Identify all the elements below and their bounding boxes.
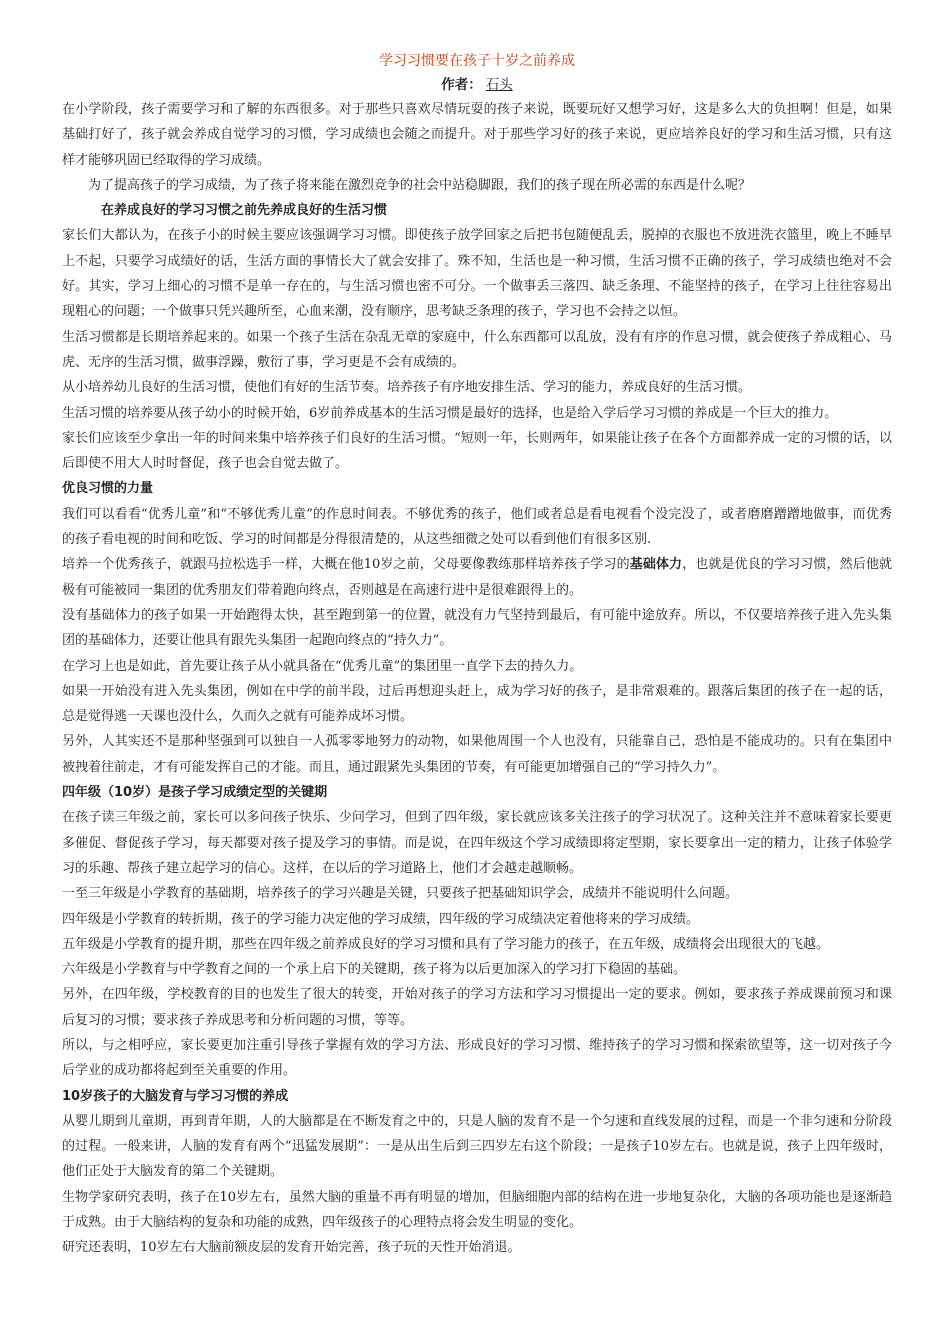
body-paragraph: 如果一开始没有进入先头集团，例如在中学的前半段，过后再想迎头赶上，成为学习好的孩子，是非常艰难的。跟落后集团的孩子在一起的话，总是觉得逃一天课也没什么，久而久之就有可能养成坏习惯。 (62, 683, 892, 725)
intro-paragraph-1: 在小学阶段，孩子需要学习和了解的东西很多。对于那些只喜欢尽情玩耍的孩子来说，既要玩好又想学习好，这是多么大的负担啊！但是，如果基础打好了，孩子就会养成自觉学习的习惯，学习成绩也会随之而提升。对于那些学习好的孩子来说，更应培养良好的学习和生活习惯，只有这样才能够巩固已经取得的学习成绩。 (62, 102, 892, 168)
body-paragraph-with-emphasis (62, 552, 892, 603)
body-paragraph: 五年级是小学教育的提升期，那些在四年级之前养成良好的学习习惯和具有了学习能力的孩子，在五年级，成绩将会出现很大的飞越。 (62, 936, 830, 952)
body-paragraph: 家长们大都认为，在孩子小的时候主要应该强调学习习惯。即使孩子放学回家之后把书包随便乱丢，脱掉的衣服也不放进洗衣篮里，晚上不睡早上不起，只要学习成绩好的话，生活方面的事情长大了就会安排了。殊不知，生活也是一种习惯，生活习惯不正确的孩子，学习成绩也绝对不会好。其实，学习上细心的习惯不是单一存在的，与生活习惯也密不可分。一个做事丢三落四、缺乏条理、不能坚持的孩子，在学习上往往容易出现粗心的问题；一个做事只凭兴趣所至，心血来潮，没有顺序，思考缺乏条理的孩子，学习也不会持之以恒。 (62, 228, 892, 320)
section-heading-brain-development: 10岁孩子的大脑发育与学习习惯的养成 (62, 1088, 289, 1104)
body-paragraph: 从小培养幼儿良好的生活习惯，使他们有好的生活节奏。培养孩子有序地安排生活、学习的能力，养成良好的生活习惯。 (62, 380, 752, 396)
body-text: 培养一个优秀孩子，就跟马拉松选手一样，大概在他10岁之前，父母要像教练那样培养孩子学习的 (62, 557, 630, 573)
body-paragraph: 六年级是小学教育与中学教育之间的一个承上启下的关键期，孩子将为以后更加深入的学习打下稳固的基础。 (62, 962, 687, 978)
intro-paragraph-2: 为了提高孩子的学习成绩，为了孩子将来能在激烈竞争的社会中站稳脚跟，我们的孩子现在所必需的东西是什么呢？ (88, 177, 752, 193)
document-title: 学习习惯要在孩子十岁之前养成 (379, 53, 575, 69)
author-line (62, 74, 892, 97)
body-paragraph: 在学习上也是如此，首先要让孩子从小就具备在“优秀儿童”的集团里一直学下去的持久力。 (62, 658, 583, 674)
body-paragraph: 没有基础体力的孩子如果一开始跑得太快，甚至跑到第一的位置，就没有力气坚持到最后，有可能中途放弃。所以，不仅要培养孩子进入先头集团的基础体力，还要让他具有跟先头集团一起跑向终点的“持久力”。 (62, 607, 892, 649)
body-paragraph: 家长们应该至少拿出一年的时间来集中培养孩子们良好的生活习惯。“短则一年，长则两年，如果能让孩子在各个方面都养成一定的习惯的话，以后即使不用大人时时督促，孩子也会自觉去做了。 (62, 430, 892, 472)
author-link[interactable]: 石头 (485, 77, 513, 93)
document-page (62, 48, 892, 1261)
body-paragraph: 另外，人其实还不是那种坚强到可以独自一人孤零零地努力的动物，如果他周围一个人也没有，只能靠自己，恐怕是不能成功的。只有在集团中被拽着往前走，才有可能发挥自己的才能。而且，通过跟紧先头集团的节奏，有可能更加增强自己的“学习持久力”。 (62, 734, 892, 775)
body-paragraph: 四年级是小学教育的转折期，孩子的学习能力决定他的学习成绩，四年级的学习成绩决定着他将来的学习成绩。 (62, 911, 700, 927)
body-paragraph: 我们可以看看“优秀儿童”和“不够优秀儿童”的作息时间表。不够优秀的孩子，他们或者总是看电视看个没完没了，或者磨磨蹭蹭地做事，而优秀的孩子看电视的时间和吃饭、学习的时间都是分得很清楚的，从这些细微之处可以看到他们有很多区别. (62, 506, 892, 548)
body-paragraph: 在孩子读三年级之前，家长可以多问孩子快乐、少问学习，但到了四年级，家长就应该多关注孩子的学习状况了。这种关注并不意味着家长要更多催促、督促孩子学习，每天都要对孩子提及学习的事情。而是说，在四年级这个学习成绩即将定型期，家长要拿出一定的精力，让孩子体验学习的乐趣、帮孩子建立起学习的信心。这样，在以后的学习道路上，他们才会越走越顺畅。 (62, 810, 892, 876)
body-paragraph: 生活习惯都是长期培养起来的。如果一个孩子生活在杂乱无章的家庭中，什么东西都可以乱放，没有有序的作息习惯，就会使孩子养成粗心、马虎、无序的生活习惯，做事浮躁，敷衍了事，学习更是不会有成绩的。 (62, 329, 892, 370)
section-heading-habit-power: 优良习惯的力量 (62, 481, 154, 497)
body-paragraph: 一至三年级是小学教育的基础期，培养孩子的学习兴趣是关键，只要孩子把基础知识学会，成绩并不能说明什么问题。 (62, 886, 739, 902)
body-paragraph: 所以，与之相呼应，家长要更加注重引导孩子掌握有效的学习方法、形成良好的学习习惯、维持孩子的学习习惯和探索欲望等，这一切对孩子今后学业的成功都将起到至关重要的作用。 (62, 1037, 892, 1079)
body-paragraph: 从婴儿期到儿童期，再到青年期，人的大脑都是在不断发育之中的，只是人脑的发育不是一个匀速和直线发展的过程，而是一个非匀速和分阶段的过程。一般来讲，人脑的发育有两个“迅猛发展期”：一是从出生后到三四岁左右这个阶段；一是孩子10岁左右。也就是说，孩子上四年级时，他们正处于大脑发育的第二个关键期。 (62, 1113, 892, 1180)
body-text: ，也就是优良的学习习惯，然后他就极有可能被同一集团的优秀朋友们带着跑向终点，否则越是在高速行进中是很难跟得上的。 (62, 557, 892, 598)
body-paragraph: 生物学家研究表明，孩子在10岁左右，虽然大脑的重量不再有明显的增加，但脑细胞内部的结构在进一步地复杂化，大脑的各项功能也是逐渐趋于成熟。由于大脑结构的复杂和功能的成熟，四年级孩子的心理特点将会发生明显的变化。 (62, 1189, 892, 1231)
section-heading-grade-four: 四年级（10岁）是孩子学习成绩定型的关键期 (62, 785, 328, 801)
emphasis-text: 基础体力 (629, 557, 683, 573)
body-paragraph: 研究还表明，10岁左右大脑前额皮层的发育开始完善，孩子玩的天性开始消退。 (62, 1240, 521, 1256)
author-label: 作者： (441, 77, 482, 93)
body-paragraph: 生活习惯的培养要从孩子幼小的时候开始，6岁前养成基本的生活习惯是最好的选择，也是给入学后学习习惯的养成是一个巨大的推力。 (62, 405, 838, 421)
section-heading-life-habits: 在养成良好的学习习惯之前先养成良好的生活习惯 (101, 203, 388, 219)
body-paragraph: 另外，在四年级，学校教育的目的也发生了很大的转变，开始对孩子的学习方法和学习习惯提出一定的要求。例如，要求孩子养成课前预习和课后复习的习惯；要求孩子养成思考和分析问题的习惯，等等。 (62, 987, 892, 1028)
